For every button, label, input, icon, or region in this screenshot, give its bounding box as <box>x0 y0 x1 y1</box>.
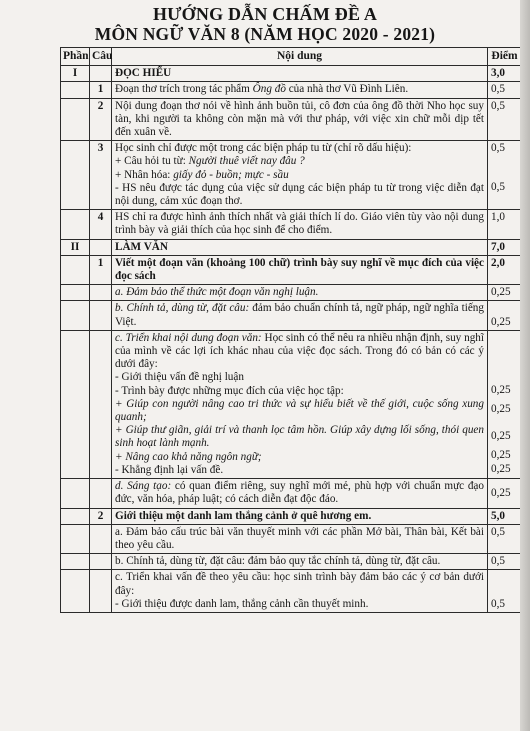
text-segment: d. Sáng tạo: <box>115 480 172 493</box>
text-segment: c. Triển khai nội dung đoạn văn: <box>115 331 262 344</box>
score-line: 0,25 <box>491 462 511 475</box>
text-line: - Giới thiệu vấn đề nghị luận <box>115 371 244 384</box>
row-content <box>112 141 488 210</box>
table-row <box>61 82 522 98</box>
text-segment: Đoạn thơ trích trong tác phẩm <box>115 83 253 96</box>
header-diem: Điểm <box>488 48 522 66</box>
text-segment: b. Chính tả, dùng từ, đặt câu: <box>115 302 250 315</box>
table-row <box>61 554 522 570</box>
header-phan: Phần <box>61 48 90 66</box>
row-score: 5,0 <box>488 508 522 524</box>
text-segment: đảm bảo chuẩn chính tả, ngữ pháp, ngữ nghĩa tiếng Việt. <box>115 302 484 328</box>
table-row <box>61 285 522 301</box>
text-line: + Nâng cao khả năng ngôn ngữ; <box>115 450 262 463</box>
row-score: 0,25 <box>488 479 522 508</box>
row-content <box>112 82 488 98</box>
section-score: 7,0 <box>488 239 522 255</box>
score-line: 0,5 <box>491 181 505 194</box>
question-number: 3 <box>90 141 112 210</box>
table-row <box>61 141 522 210</box>
text-line: - Giới thiệu được danh lam, thắng cảnh cần thuyết minh. <box>115 597 369 610</box>
text-line: Học sinh chỉ được một trong các biện pháp tu từ (chỉ rõ dấu hiệu): <box>115 142 412 155</box>
table-row <box>61 210 522 239</box>
text-line: - Khẳng định lại vấn đề. <box>115 463 224 476</box>
table-row <box>61 479 522 508</box>
section-score: 3,0 <box>488 66 522 82</box>
row-score <box>488 330 522 478</box>
score-line: 0,25 <box>491 383 511 396</box>
question-number: 1 <box>90 82 112 98</box>
table-row <box>61 255 522 284</box>
table-header-row <box>61 48 522 66</box>
text-segment: của nhà thơ Vũ Đình Liên. <box>285 83 409 96</box>
text-line <box>115 169 484 182</box>
row-content <box>112 570 488 613</box>
text-segment: có quan điểm riêng, suy nghĩ mới mẻ, phù hợp với chuẩn mực đạo đức, văn hóa, pháp luật; có cách diễn đạt độc đáo. <box>115 480 484 506</box>
row-content: Viết một đoạn văn (khoảng 100 chữ) trình bày suy nghĩ về mục đích của việc đọc sách <box>112 255 488 284</box>
row-content: Nội dung đoạn thơ nói về hình ảnh buồn tủi, cô đơn của ông đồ thời Nho học suy tàn, khi người ta không còn mặn mà với thư pháp, với việc xin chữ mỗi dịp tết đến xuân về. <box>112 98 488 141</box>
text-line: c. Triển khai vấn đề theo yêu cầu: học sinh trình bày đảm bảo các ý cơ bản dưới đây: <box>115 571 484 597</box>
row-score: 1,0 <box>488 210 522 239</box>
header-cau: Câu <box>90 48 112 66</box>
row-content: a. Đảm bảo thể thức một đoạn văn nghị luận. <box>112 285 488 301</box>
question-number: 2 <box>90 508 112 524</box>
score-line: 0,25 <box>491 449 511 462</box>
row-content <box>112 479 488 508</box>
text-line: - Trình bày được những mục đích của việc học tập: <box>115 384 344 397</box>
table-row <box>61 66 522 82</box>
question-number: 2 <box>90 98 112 141</box>
table-row <box>61 239 522 255</box>
row-score: 0,5 <box>488 554 522 570</box>
row-score: 0,5 <box>488 570 522 613</box>
section-title: ĐỌC HIỂU <box>112 66 488 82</box>
row-score: 0,25 <box>488 301 522 330</box>
text-segment: giấy đỏ - buồn; mực - sầu <box>173 168 289 181</box>
row-content: Giới thiệu một danh lam thắng cảnh ở quê hương em. <box>112 508 488 524</box>
section-number: I <box>61 66 90 82</box>
row-content <box>112 330 488 478</box>
doc-title: HƯỚNG DẪN CHẤM ĐỀ A <box>152 4 378 24</box>
row-score: 0,5 <box>488 98 522 141</box>
page-edge-shadow <box>520 0 530 731</box>
row-score: 0,5 <box>488 82 522 98</box>
text-line <box>115 155 484 168</box>
question-number: 1 <box>90 255 112 284</box>
text-line <box>115 332 484 372</box>
table-row <box>61 98 522 141</box>
row-content: HS chỉ ra được hình ảnh thích nhất và giải thích lí do. Giáo viên tùy vào nội dung trình bày và giải thích của học sinh để cho điểm. <box>112 210 488 239</box>
score-line: 0,25 <box>491 403 511 416</box>
table-row <box>61 524 522 553</box>
section-number: II <box>61 239 90 255</box>
grading-table <box>60 47 522 613</box>
header-noi-dung: Nội dung <box>112 48 488 66</box>
text-segment: + Câu hỏi tu từ: <box>115 155 189 168</box>
row-score: 0,25 <box>488 285 522 301</box>
question-number: 4 <box>90 210 112 239</box>
score-line: 0,5 <box>491 142 505 155</box>
score-line: 0,25 <box>491 430 511 443</box>
text-line: + Giúp thư giãn, giải trí và thanh lọc tâm hồn. Giúp xây dựng lối sống, thói quen sinh hoạt lành mạnh. <box>115 424 484 450</box>
table-row <box>61 508 522 524</box>
row-score: 2,0 <box>488 255 522 284</box>
row-score: 0,5 <box>488 524 522 553</box>
table-row <box>61 330 522 478</box>
row-content: b. Chính tả, dùng từ, đặt câu: đảm bảo quy tắc chính tả, dùng từ, đặt câu. <box>112 554 488 570</box>
text-segment: Người thuê viết nay đâu ? <box>188 155 305 168</box>
row-score <box>488 141 522 210</box>
row-content <box>112 301 488 330</box>
text-segment: Học sinh có thể nêu ra nhiều nhận định, suy nghĩ của mình về các lợi ích khác nhau của việc đọc sách. Trong đó có bản có các ý dưới đây: <box>115 331 484 371</box>
table-row <box>61 570 522 613</box>
work-title: Ông đồ <box>252 83 286 96</box>
row-content: a. Đảm bảo cấu trúc bài văn thuyết minh với các phần Mở bài, Thân bài, Kết bài theo yêu cầu. <box>112 524 488 553</box>
section-title: LÀM VĂN <box>112 239 488 255</box>
table-row <box>61 301 522 330</box>
text-line: - HS nêu được tác dụng của việc sử dụng các biện pháp tu từ trong việc diễn đạt nội dung, cảm xúc đoạn thơ. <box>115 181 484 208</box>
text-segment: + Nhân hóa: <box>115 168 174 181</box>
text-line: + Giúp con người nâng cao tri thức và sự hiểu biết về thế giới, cuộc sống xung quanh; <box>115 397 484 424</box>
doc-subtitle: MÔN NGỮ VĂN 8 (NĂM HỌC 2020 - 2021) <box>94 24 436 44</box>
